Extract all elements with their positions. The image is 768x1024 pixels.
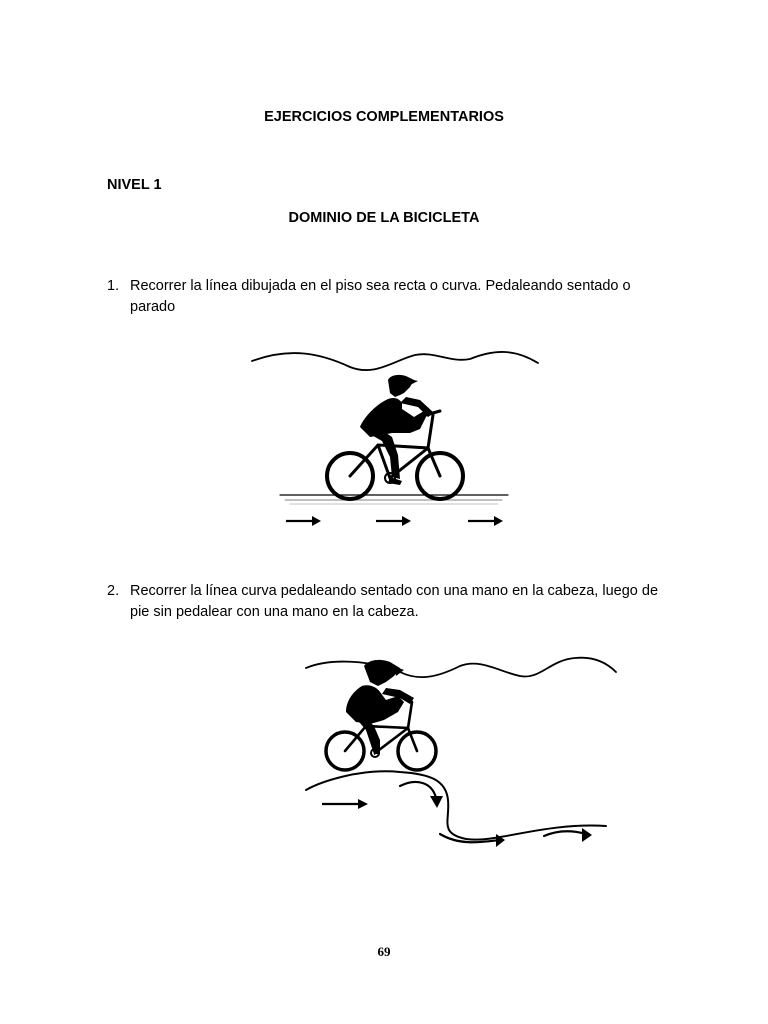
level-heading: NIVEL 1: [107, 177, 162, 193]
exercise-number: 1.: [107, 278, 120, 294]
page-number: 69: [377, 944, 391, 959]
section-subtitle: DOMINIO DE LA BICICLETA: [288, 210, 480, 226]
exercise-text: Recorrer la línea curva pedaleando sentado con una mano en la cabeza, luego de pie sin pedalear con una mano en la cabeza.: [130, 583, 659, 620]
exercise-number: 2.: [107, 583, 120, 599]
cyclist-curved-line-icon: [300, 650, 620, 855]
exercise-text: Recorrer la línea dibujada en el piso sea recta o curva. Pedaleando sentado o parado: [130, 278, 631, 315]
cyclist-straight-line-icon: [250, 345, 540, 535]
document-title: EJERCICIOS COMPLEMENTARIOS: [264, 109, 504, 125]
exercise-item-2: [107, 581, 677, 623]
exercise-item-1: [107, 276, 677, 318]
